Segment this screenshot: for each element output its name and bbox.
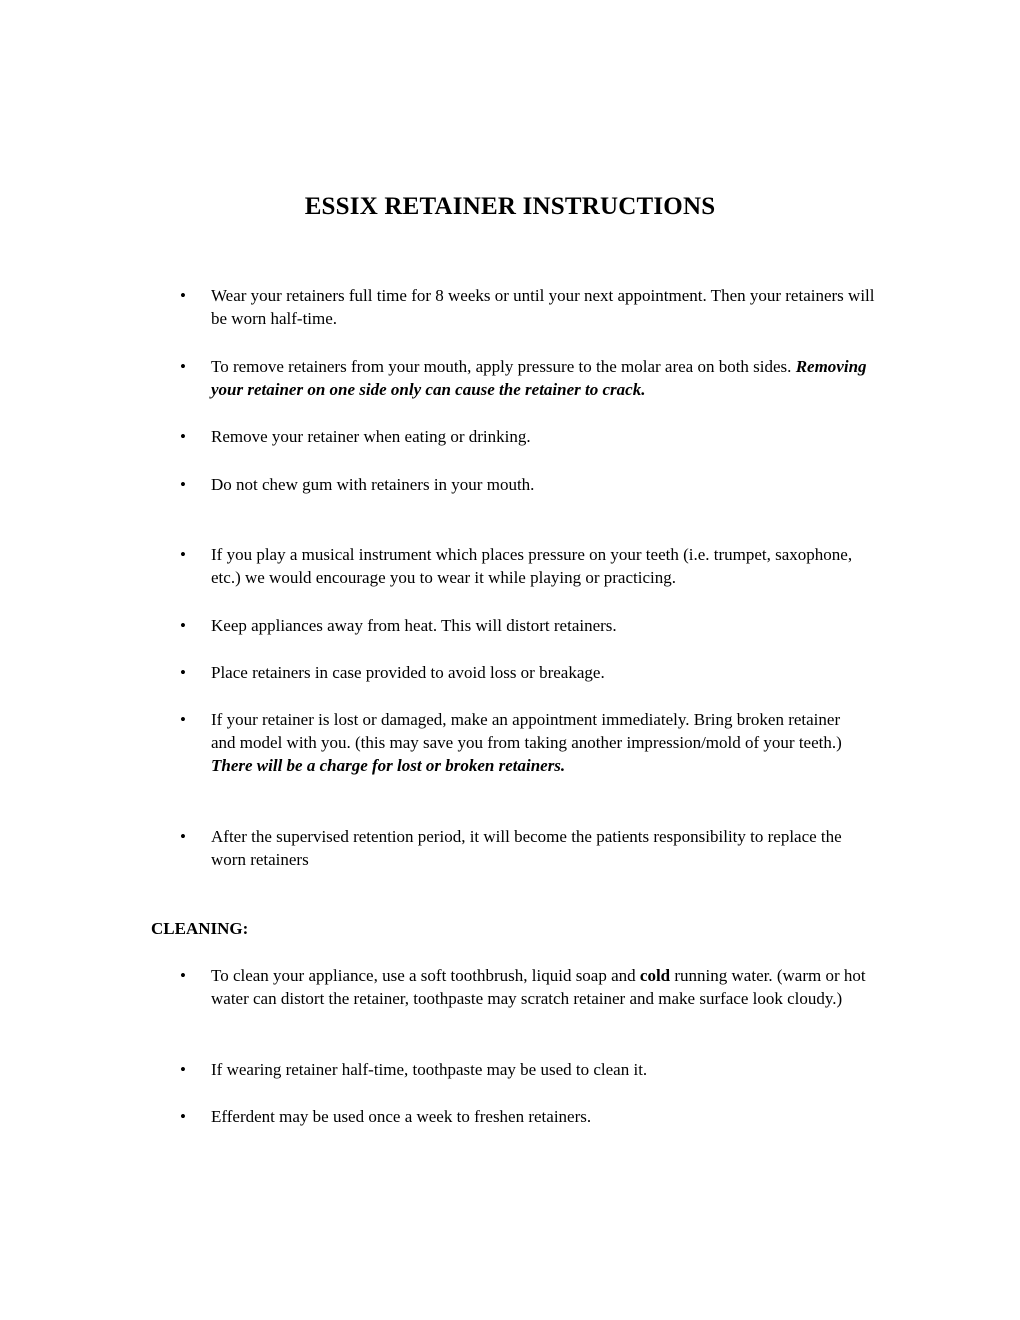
bullet-icon: • <box>180 475 186 494</box>
bullet-icon: • <box>180 710 186 729</box>
instruction-item <box>211 614 876 637</box>
instruction-item <box>211 284 876 330</box>
cleaning-item <box>211 1058 876 1081</box>
instruction-text: Do not chew gum with retainers in your mouth. <box>211 475 535 494</box>
instruction-text: Remove your retainer when eating or drinking. <box>211 427 531 446</box>
bullet-icon: • <box>180 286 186 305</box>
bullet-icon: • <box>180 966 186 985</box>
document-title: ESSIX RETAINER INSTRUCTIONS <box>304 193 716 220</box>
bullet-icon: • <box>180 427 186 446</box>
instruction-item <box>211 355 876 401</box>
cleaning-text: If wearing retainer half-time, toothpaste may be used to clean it. <box>211 1060 648 1079</box>
bullet-icon: • <box>180 616 186 635</box>
instruction-emphasis: There will be a charge for lost or broken retainers. <box>211 756 566 775</box>
instruction-item <box>211 708 851 777</box>
instruction-text: After the supervised retention period, it will become the patients responsibility to replace the worn retainers <box>211 827 842 869</box>
instruction-item <box>211 473 876 496</box>
bullet-icon: • <box>180 545 186 564</box>
bullet-icon: • <box>180 1107 186 1126</box>
cleaning-text: running water. (warm or hot water can distort the retainer, toothpaste may scratch retainer and make surface look cloudy.) <box>211 966 866 1008</box>
instruction-item <box>211 661 876 684</box>
instruction-text: To remove retainers from your mouth, apply pressure to the molar area on both sides. <box>211 357 796 376</box>
instruction-item <box>211 543 876 589</box>
cleaning-text: Efferdent may be used once a week to freshen retainers. <box>211 1107 592 1126</box>
bullet-icon: • <box>180 357 186 376</box>
bullet-icon: • <box>180 663 186 682</box>
instruction-text: Wear your retainers full time for 8 weeks or until your next appointment. Then your retainers will be worn half-time. <box>211 286 875 328</box>
instruction-item <box>211 825 876 871</box>
bullet-icon: • <box>180 1060 186 1079</box>
instruction-item <box>211 425 876 448</box>
cleaning-item <box>211 964 876 1010</box>
cleaning-item <box>211 1105 876 1128</box>
instruction-text: If your retainer is lost or damaged, make an appointment immediately. Bring broken retainer and model with you. (this may save you from taking another impression/mold of your teeth.) <box>211 710 842 752</box>
cleaning-text: To clean your appliance, use a soft toothbrush, liquid soap and <box>211 966 640 985</box>
bullet-icon: • <box>180 827 186 846</box>
cleaning-heading: CLEANING: <box>151 919 249 938</box>
instruction-text: If you play a musical instrument which places pressure on your teeth (i.e. trumpet, saxophone, etc.) we would encourage you to wear it while playing or practicing. <box>211 545 853 587</box>
instruction-text: Place retainers in case provided to avoid loss or breakage. <box>211 663 605 682</box>
instruction-emphasis: Removing your retainer on one side only can cause the retainer to crack. <box>211 357 867 399</box>
cleaning-bold-word: cold <box>639 966 671 985</box>
instruction-text: Keep appliances away from heat. This will distort retainers. <box>211 616 617 635</box>
